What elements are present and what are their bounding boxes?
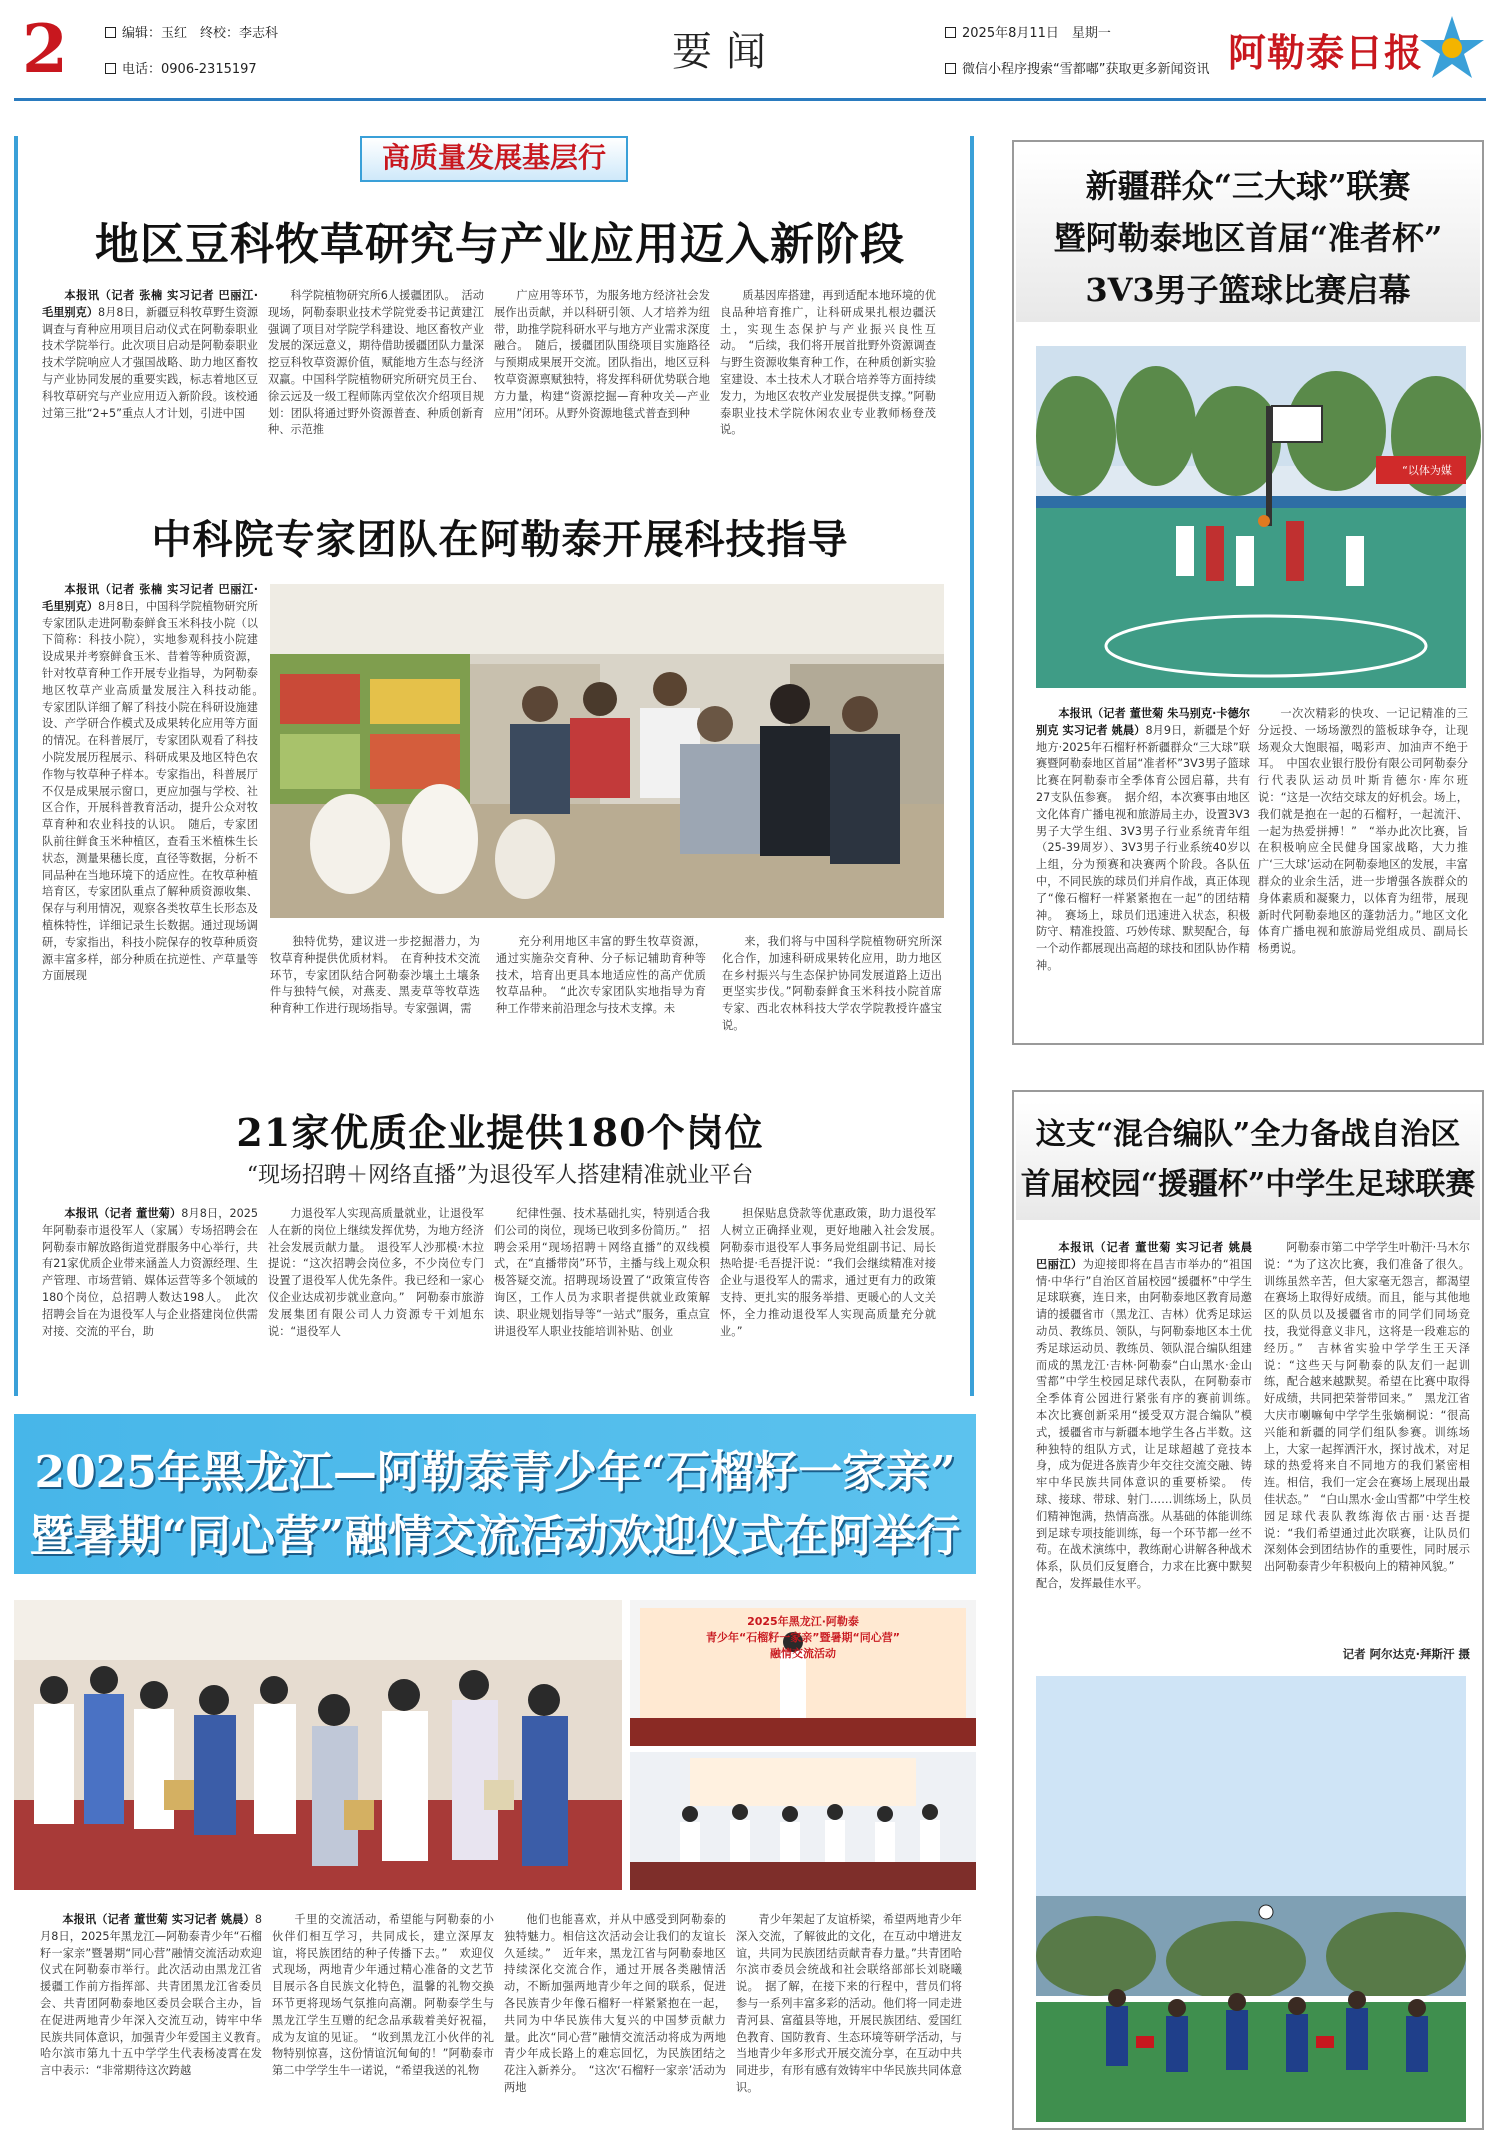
article2-col2: 独特优势，建议进一步挖掘潜力，为牧草育种提供优质材料。 在育种技术交流环节，专家团队结合阿勒泰沙壤土土壤条件与独特气候，对燕麦、黑麦草等牧草选种育种工作进行现场指导。专家强调，需 bbox=[270, 935, 480, 1016]
article1-col3: 广应用等环节，为服务地方经济社会发展作出贡献，并以科研引领、人才培养为纽带，助推学院科研水平与地方产业需求深度融合。 随后，援疆团队围绕项目实施路径与预期成果展开交流。团队指出，地区豆科牧草资源禀赋独特，将发挥科研优势联合地方力量，构建“资源挖掘—育种攻关—产业应用”闭环。从野外资源地毯式普查到种 bbox=[494, 289, 710, 420]
right2-title-line1: 这支“混合编队”全力备战自治区 bbox=[1035, 1117, 1461, 1152]
article4-col3: 他们也能喜欢，并从中感受到阿勒泰的独特魅力。相信这次活动会让我们的友谊长久延续。” 近年来，黑龙江省与阿勒泰地区持续深化交流合作，通过开展各类融情活动，不断加强两地青少年之间的联系，促进各民族青少年像石榴籽一样紧紧抱在一起，共同为中华民族伟大复兴的中国梦贡献力量。此次“同心营”融情交流活动将成为两地青少年成长路上的难忘回忆，为民族团结之花注入新养分。 “这次‘石榴籽一家亲’活动为两地 bbox=[504, 1913, 726, 2094]
header-rule bbox=[14, 98, 1486, 101]
article1-col1 bbox=[42, 288, 258, 498]
article3-col3: 纪律性强、技术基础扎实，特别适合我们公司的岗位，现场已收到多份简历。” 招聘会采用“现场招聘＋网络直播”的双线模式，在“直播带岗”环节，主播与线上观众积极答疑交流。招聘现场设置了“政策宣传咨询区，工作人员为求职者提供就业政策解读、职业规划指导等“一站式”服务，重点宣讲退役军人职业技能培训补贴、创业 bbox=[494, 1207, 710, 1338]
column-tag: 高质量发展基层行 bbox=[360, 136, 628, 182]
right1-col1-text: 8月9日，新疆是个好地方·2025年石榴籽杯新疆群众“三大球”联赛暨阿勒泰地区首届“准者杯”3V3男子篮球比赛在阿勒泰市全季体育公园启幕，共有27支队伍参赛。 据介绍，本次赛事由地区文化体育广播电视和旅游局主办，设置3V3男子大学生组、3V3男子行业系统青年组（25-39周岁）、3V3男子行业系统40岁以上组，分为预赛和决赛两个阶段。各队伍中，不同民族的球员们并肩作战，真正体现了“像石榴籽一样紧紧抱在一起”的团结精神。 赛场上，球员们迅速进入状态，积极防守、精准投篮、巧妙传球、默契配合，每一个动作都展现出高超的球技和团队协作精神。 bbox=[1036, 723, 1250, 972]
right2-byline: 本报讯（记者 董世菊 实习记者 姚晨 巴丽江） bbox=[1036, 1241, 1252, 1271]
phone-text: 电话：0906-2315197 bbox=[122, 62, 257, 77]
phone-line bbox=[105, 58, 257, 77]
article2-byline: 本报讯（记者 张楠 实习记者 巴丽江·毛里别克） bbox=[42, 583, 258, 613]
article1-col4: 质基因库搭建，再到适配本地环境的优良品种培育推广，让科研成果扎根边疆沃土，实现生态保护与产业振兴良性互动。 “后续，我们将开展首批野外资源调查与野生资源收集育种工作，在种质创新实验室建设、本土技术人才联合培养等方面持续发力，为地区农牧产业发展提供支撑。”阿勒泰职业技术学院休闲农业专业教师杨登茂说。 bbox=[720, 289, 936, 437]
photo-banner-sign: “以体为媒 bbox=[1402, 464, 1452, 477]
article4-col1-text: 8月8日，2025年黑龙江—阿勒泰青少年“石榴籽一家亲”暨暑期“同心营”融情交流活动欢迎仪式在阿勒泰市举行。此次活动由黑龙江省援疆工作前方指挥部、共青团黑龙江省委员会、共青团阿勒泰地区委员会联合主办，旨在促进两地青少年深入交流互动，铸牢中华民族共同体意识，加强青少年爱国主义教育。 哈尔滨市第九十五中学学生代表杨凌霄在发言中表示：“非常期待这次跨越 bbox=[40, 1913, 274, 2078]
right2-title bbox=[1016, 1102, 1480, 1220]
article1-byline: 本报讯（记者 张楠 实习记者 巴丽江·毛里别克） bbox=[42, 289, 258, 319]
date-text: 2025年8月11日 星期一 bbox=[962, 26, 1111, 41]
stage-screen-line1: 2025年黑龙江·阿勒泰 bbox=[747, 1615, 859, 1628]
article3-title: 21家优质企业提供180个岗位 bbox=[236, 1110, 764, 1155]
speech-stage-photo bbox=[630, 1600, 976, 1746]
article4-col2: 千里的交流活动，希望能与阿勒泰的小伙伴们相互学习，共同成长，建立深厚友谊，将民族团结的种子传播下去。” 欢迎仪式现场，两地青少年通过精心准备的文艺节目展示各自民族文化特色，温馨的礼物交换环节更将现场气氛推向高潮。阿勒泰学生与黑龙江学生互赠的纪念品承载着美好祝福，成为友谊的见证。 “收到黑龙江小伙伴的礼物特别惊喜，这份情谊沉甸甸的！”阿勒泰市第二中学学生牛一诺说，“希望我送的礼物 bbox=[272, 1913, 494, 2078]
banner-line1: 2025年黑龙江—阿勒泰青少年“石榴籽一家亲” bbox=[34, 1447, 956, 1498]
article4-col1 bbox=[40, 1912, 274, 2130]
stage-screen-line2: 青少年“石榴籽一家亲”暨暑期“同心营” bbox=[706, 1631, 900, 1644]
gift-exchange-photo bbox=[14, 1600, 622, 1890]
editor-text: 编辑：玉红 终校：李志科 bbox=[122, 26, 279, 41]
right1-byline: 本报讯（记者 董世菊 朱马别克·卡德尔别克 实习记者 姚晨） bbox=[1036, 707, 1250, 737]
expert-team-photo bbox=[270, 584, 944, 918]
article3-col4: 担保贴息贷款等优惠政策，助力退役军人树立正确择业观，更好地融入社会发展。 阿勒泰市退役军人事务局党组副书记、局长热哈提·毛吾提汗说：“我们会继续精准对接企业与退役军人的需求，通过更有力的政策支持、更扎实的服务举措、更暖心的人文关怀，全力推动退役军人实现高质量充分就业。” bbox=[720, 1207, 948, 1338]
stage-screen-line3: 融情交流活动 bbox=[770, 1647, 836, 1660]
article4-byline: 本报讯（记者 董世菊 实习记者 姚晨） bbox=[62, 1913, 255, 1926]
article3-byline: 本报讯（记者 董世菊） bbox=[64, 1207, 182, 1220]
editor-line bbox=[105, 22, 278, 41]
wechat-text: 微信小程序搜索“雪都嘟”获取更多新闻资讯 bbox=[962, 62, 1210, 77]
right1-title bbox=[1016, 152, 1480, 322]
banner-line2: 暨暑期“同心营”融情交流活动欢迎仪式在阿举行 bbox=[29, 1511, 961, 1562]
newspaper-logo-icon bbox=[1418, 14, 1486, 82]
article2-col4: 来，我们将与中国科学院植物研究所深化合作，加速科研成果转化应用，助力地区在乡村振兴与生态保护协同发展道路上迈出更坚实步伐。”阿勒泰鲜食玉米科技小院首席专家、西北农林科技大学农学院教授许盛宝说。 bbox=[722, 935, 942, 1032]
right2-col1-text: 为迎接即将在昌吉市举办的“祖国情·中华行”自治区首届校园“援疆杯”中学生足球联赛，连日来，由阿勒泰地区教育局邀请的援疆省市（黑龙江、吉林）优秀足球运动员、教练员、领队，与阿勒泰地区本土优秀足球运动员、教练员、领队混合编队组建而成的黑龙江·吉林·阿勒泰“白山黑水·金山雪都”中学生校园足球代表队，在阿勒泰市全季体育公园进行紧张有序的赛前训练。 本次比赛创新采用“援受双方混合编队”模式，援疆省市与新疆本地学生各占半数。这种独特的组队方式，让足球超越了竞技本身，成为促进各族青少年交往交流交融、铸牢中华民族共同体意识的重要桥梁。 传球、接球、带球、射门……训练场上，队员们精神饱满，热情高涨。从基础的体能训练到足球专项技能训练，每一个环节都一丝不苟。在战术演练中，教练耐心讲解各种战术体系，队员们反复磨合，力求在比赛中默契配合，发挥最佳水平。 bbox=[1036, 1257, 1264, 1590]
article1-col2: 科学院植物研究所6人援疆团队。 活动现场，阿勒泰职业技术学院党委书记黄建江强调了项目对学院学科建设、地区畜牧产业发展的深远意义，期待借助援疆团队力量深挖豆科牧草资源价值，赋能地方生态与经济双赢。中国科学院植物研究所研究员王台、徐云远及一级工程师陈丙堂依次介绍项目规划：团队将通过野外资源普查、种质创新育种、示范推 bbox=[268, 289, 484, 437]
article1-col1-text: 8月8日，新疆豆科牧草野生资源调查与育种应用项目启动仪式在阿勒泰职业技术学院举行。此次项目启动是阿勒泰职业技术学院响应人才强国战略、助力地区畜牧与产业协同发展的重要实践，标志着地区豆科牧草研究与产业应用迈入新阶段。该校通过第三批“2+5”重点人才计划，引进中国 bbox=[42, 305, 258, 420]
right2-col1 bbox=[1036, 1240, 1264, 1662]
right1-title-line3: 3V3男子篮球比赛启幕 bbox=[1085, 271, 1411, 309]
right1-col1 bbox=[1036, 706, 1250, 1036]
photo-credit: 记者 阿尔达克·拜斯汗 摄 bbox=[1342, 1647, 1470, 1661]
right2-title-line2: 首届校园“援疆杯”中学生足球联赛 bbox=[1020, 1167, 1476, 1202]
article3-col2: 力退役军人实现高质量就业，让退役军人在新的岗位上继续发挥优势，为地方经济社会发展贡献力量。 退役军人沙那模·木拉提说：“这次招聘会岗位多，不少岗位专门设置了退役军人优先条件。我已经和一家心仪企业达成初步就业意向。” 阿勒泰市旅游发展集团有限公司人力资源专干刘旭东说：“退役军人 bbox=[268, 1207, 484, 1338]
music-performance-photo bbox=[630, 1752, 976, 1890]
right1-title-line2: 暨阿勒泰地区首届“准者杯” bbox=[1053, 219, 1443, 257]
article3-col1-text: 8月8日，2025年阿勒泰市退役军人（家属）专场招聘会在阿勒泰市解放路街道党群服务中心举行，共有21家优质企业带来涵盖人力资源经理、生产管理、市场营销、媒体运营等多个领域的180个岗位，总招聘人数达198人。 此次招聘会旨在为退役军人与企业搭建岗位供需对接、交流的平台，助 bbox=[42, 1207, 258, 1338]
article2-col3: 充分利用地区丰富的野生牧草资源，通过实施杂交育种、分子标记辅助育种等技术，培育出更具本地适应性的高产优质牧草品种。 “此次专家团队实地指导为育种工作带来前沿理念与技术支撑。未 bbox=[496, 935, 706, 1016]
basketball-game-photo bbox=[1036, 346, 1466, 688]
right1-col2: 一次次精彩的快攻、一记记精准的三分远投、一场场激烈的篮板球争夺，让现场观众大饱眼福，喝彩声、加油声不绝于耳。 中国农业银行股份有限公司阿勒泰分行代表队运动员叶斯肯德尔·库尔班说：“这是一次结交球友的好机会。场上，我们就是抱在一起的石榴籽，一起流汗、一起为热爱拼搏！” “举办此次比赛，旨在积极响应全民健身国家战略，大力推广‘三大球’运动在阿勒泰地区的发展，丰富群众的业余生活，进一步增强各族群众的身体素质和凝聚力，以体育为纽带，展现新时代阿勒泰地区的蓬勃活力。”地区文化体育广播电视和旅游局党组成员、副局长杨勇说。 bbox=[1258, 707, 1468, 956]
wechat-line bbox=[945, 58, 1209, 77]
article2-title: 中科院专家团队在阿勒泰开展科技指导 bbox=[151, 517, 849, 563]
article1-title: 地区豆科牧草研究与产业应用迈入新阶段 bbox=[95, 219, 905, 270]
stage-screen-text bbox=[650, 1614, 956, 1662]
article4-col4: 青少年架起了友谊桥梁，希望两地青少年深入交流，了解彼此的文化，在互动中增进友谊，共同为民族团结贡献青春力量。”共青团哈尔滨市委员会统战和社会联络部部长刘晓曦说。 据了解，在接下来的行程中，营员们将参与一系列丰富多彩的活动。他们将一同走进青河县、富蕴县等地，开展民族团结、爱国红色教育、国防教育、生态环境等研学活动，与当地青少年多形式开展交流分享，在互动中共同进步，有形有感有效铸牢中华民族共同体意识。 bbox=[736, 1913, 962, 2094]
section-title: 要闻 bbox=[672, 29, 780, 75]
right2-col2: 阿勒泰市第二中学学生叶勒汗·马木尔说：“为了这次比赛，我们准备了很久。训练虽然辛苦，但大家毫无怨言，都渴望在赛场上取得好成绩。而且，能与其他地区的队员以及援疆省市的同学们同场竞技，我觉得意义非凡，这将是一段难忘的经历。” 吉林省实验中学学生王天泽说：“这些天与阿勒泰的队友们一起训练，配合越来越默契。希望在比赛中取得好成绩，共同把荣誉带回来。” 黑龙江省大庆市喇嘛甸中学学生张嫡桐说：“很高兴能和新疆的同学们组队参赛。训练场上，大家一起挥洒汗水，探讨战术，对足球的热爱将来自不同地方的我们紧密相连。相信，我们一定会在赛场上展现出最佳状态。” “白山黑水·金山雪都”中学生校园足球代表队教练海依古丽·达吾提说：“我们希望通过此次联赛，让队员们深刻体会到团结协作的重要性，同时展示出阿勒泰青少年积极向上的精神风貌。” bbox=[1264, 1241, 1470, 1574]
right1-title-line1: 新疆群众“三大球”联赛 bbox=[1085, 167, 1411, 205]
article2-col1-text: 8月8日，中国科学院植物研究所专家团队走进阿勒泰鲜食玉米科技小院（以下简称：科技小院），实地参观科技小院建设成果并考察鲜食玉米、昔着等种质资源，针对牧草育种工作开展专业指导，为阿勒泰地区牧草产业高质量发展注入科技动能。 专家团队详细了解了科技小院在科研设施建设、产学研合作模式及成果转化应用等方面的情况。在科普展厅，专家团队观看了科技小院发展历程展示、科研成果及地区特色农作物与牧草种子样本。专家指出，科普展厅不仅是成果展示窗口，更应加强与学校、社区合作，开展科普教育活动，提升公众对牧草育种和农业科技的认识。 随后，专家团队前往鲜食玉米种植区，查看玉米植株生长状态，测量果穗长度，直径等数据，分析不同品种在当地环境下的适应性。在牧草种植培育区，专家团队重点了解种质资源收集、保存与利用情况，观察各类牧草生长形态及植株特性，详细记录生长数据。通过现场调研，专家指出，科技小院保存的牧草种质资源丰富多样，部分种质在抗逆性、产草量等方面展现 bbox=[42, 599, 270, 983]
event-banner bbox=[14, 1414, 976, 1574]
page-number: 2 bbox=[22, 10, 68, 88]
masthead: 阿勒泰日报 bbox=[1228, 31, 1424, 75]
article2-col1 bbox=[42, 582, 270, 1082]
article3-subtitle: “现场招聘＋网络直播”为退役军人搭建精准就业平台 bbox=[246, 1163, 754, 1188]
article3-col1 bbox=[42, 1206, 258, 1376]
football-training-photo bbox=[1036, 1676, 1466, 2122]
date-line bbox=[945, 22, 1111, 41]
